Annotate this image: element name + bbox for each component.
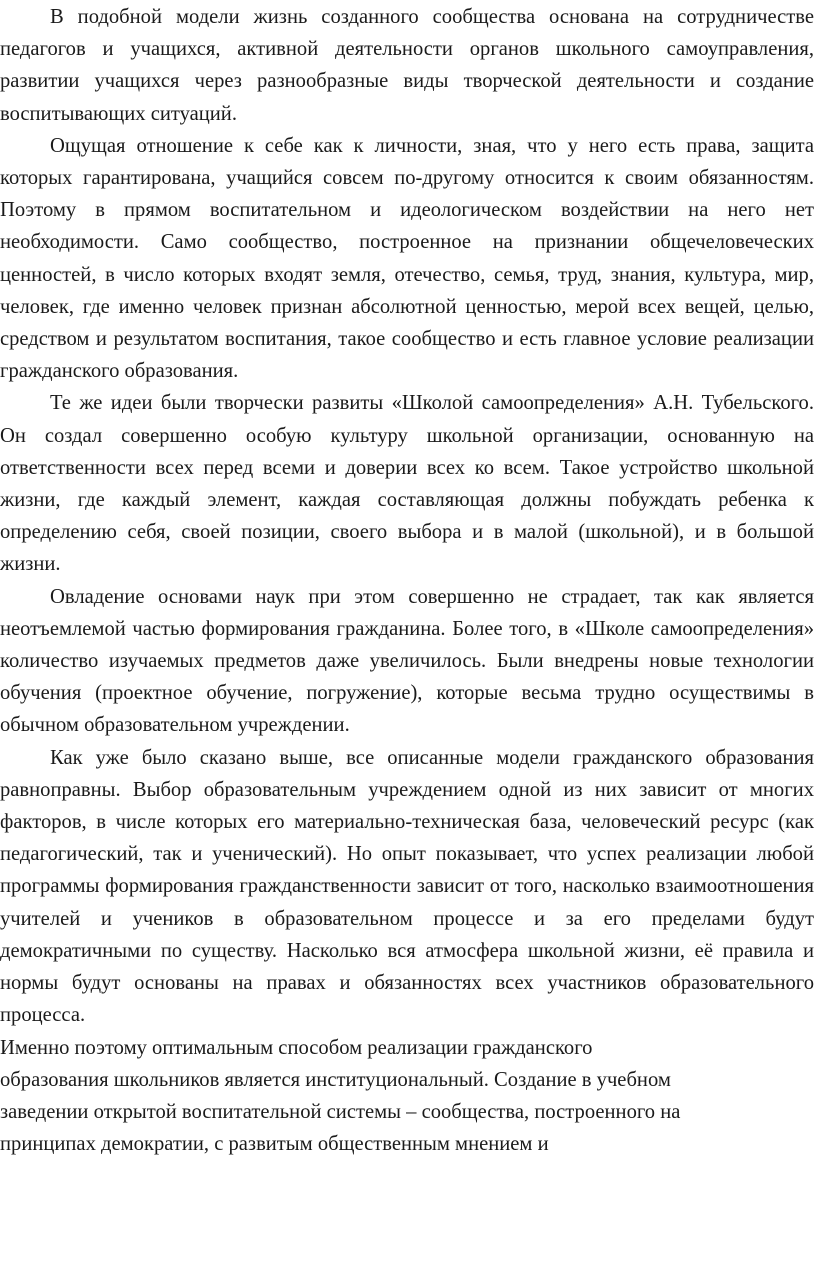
paragraph-1: В подобной модели жизнь созданного сообщества основана на сотрудничестве педагогов и учащихся, активной деятельности органов школьного самоуправления, развитии учащихся через разнообразные виды творческой деятельности и создание воспитывающих ситуаций.	[0, 6, 814, 125]
paragraph-6-line-3: заведении открытой воспитательной системы – сообщества, построенного на	[0, 1100, 681, 1123]
paragraph-2: Ощущая отношение к себе как к личности, зная, что у него есть права, защита которых гарантирована, учащийся совсем по-другому относится к своим обязанностям. Поэтому в прямом воспитательном и идеологическом воздействии на него нет необходимости. Само сообщество, построенное на признании общечеловеческих ценностей, в число которых входят земля, отечество, семья, труд, знания, культура, мир, человек, где именно человек признан абсолютной ценностью, мерой всех вещей, целью, средством и результатом воспитания, такое сообщество и есть главное условие реализации гражданского образования.	[0, 134, 814, 383]
paragraph-3: Те же идеи были творчески развиты «Школой самоопределения» А.Н. Тубельского. Он создал совершенно особую культуру школьной организации, основанную на ответственности всех перед всеми и доверии всех ко всем. Такое устройство школьной жизни, где каждый элемент, каждая составляющая должны побуждать ребенка к определению себя, своей позиции, своего выбора и в малой (школьной), и в большой жизни.	[0, 392, 814, 576]
paragraph-6	[0, 1032, 814, 1161]
paragraph-6-line-1: Именно поэтому оптимальным способом реализации гражданского	[0, 1036, 593, 1059]
paragraph-5: Как уже было сказано выше, все описанные модели гражданского образования равноправны. Выбор образовательным учреждением одной из них зависит от многих факторов, в числе которых его материально-техническая база, человеческий ресурс (как педагогический, так и ученический). Но опыт показывает, что успех реализации любой программы формирования гражданственности зависит от того, насколько взаимоотношения учителей и учеников в образовательном процессе и за его пределами будут демократичными по существу. Насколько вся атмосфера школьной жизни, её правила и нормы будут основаны на правах и обязанностях всех участников образовательного процесса.	[0, 746, 814, 1027]
paragraph-6-line-2: образования школьников является институциональный. Создание в учебном	[0, 1068, 671, 1091]
paragraph-6-line-4: принципах демократии, с развитым общественным мнением и	[0, 1133, 549, 1156]
paragraph-4: Овладение основами наук при этом совершенно не страдает, так как является неотъемлемой частью формирования гражданина. Более того, в «Школе самоопределения» количество изучаемых предметов даже увеличилось. Были внедрены новые технологии обучения (проектное обучение, погружение), которые весьма трудно осуществимы в обычном образовательном учреждении.	[0, 585, 814, 737]
